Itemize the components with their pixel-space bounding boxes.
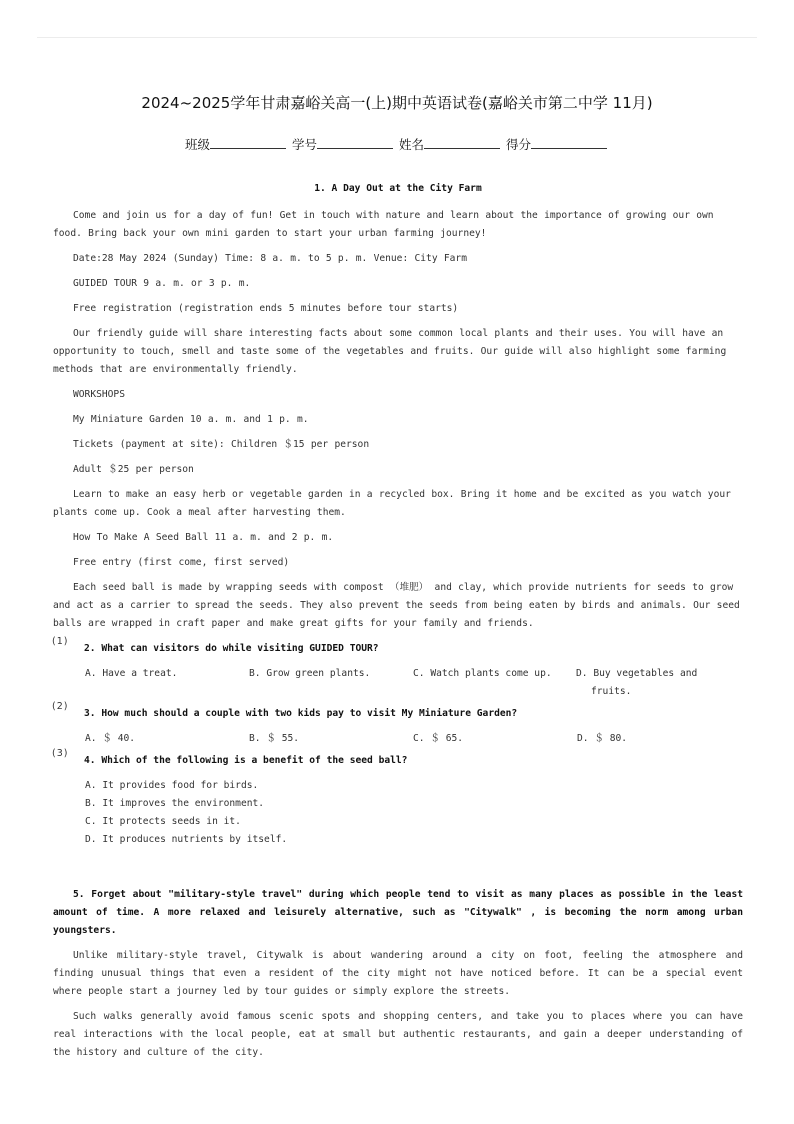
passage1-paragraph: Date:28 May 2024 (Sunday) Time: 8 a. m. to 5 p. m. Venue: City Farm	[73, 253, 467, 264]
passage1-paragraph: Each seed ball is made by wrapping seeds with compost （堆肥） and clay, which provide nutrients for seeds to grow and act as a carrier to spread the seeds. They also prevent the seeds from being eaten by birds and animals. Our seed balls are wrapped in craft paper and make great gifts for your family and friends.	[53, 582, 740, 629]
sub-question-text: 4. Which of the following is a benefit of the seed ball?	[84, 755, 408, 766]
passage1-paragraph: My Miniature Garden 10 a. m. and 1 p. m.	[73, 414, 309, 425]
sub-question-3	[52, 748, 743, 849]
sub-question-2	[52, 701, 743, 748]
name-blank[interactable]	[424, 138, 500, 149]
student-info-line	[0, 135, 794, 153]
passage1-paragraph: Free registration (registration ends 5 minutes before tour starts)	[73, 303, 459, 314]
option-d[interactable]: D. It produces nutrients by itself.	[85, 834, 288, 845]
sub-question-number: (1)	[52, 636, 69, 647]
option-d[interactable]: D. Buy vegetables and fruits.	[576, 668, 698, 697]
sub-question-number: (3)	[52, 748, 69, 759]
passage1-paragraph: WORKSHOPS	[73, 389, 125, 400]
student-number-blank[interactable]	[317, 138, 393, 149]
option-a[interactable]: A. Have a treat.	[85, 668, 178, 679]
sub-question-1	[52, 636, 743, 701]
passage2-lead: 5. Forget about "military-style travel" during which people tend to visit as many places as possible in the least amount of time. A more relaxed and leisurely alternative, such as "Citywalk" , is becoming the norm among urban youngsters.	[53, 889, 743, 936]
option-a[interactable]: A. It provides food for birds.	[85, 780, 259, 791]
exam-title: 2024~2025学年甘肃嘉峪关高一(上)期中英语试卷(嘉峪关市第二中学 11月)	[141, 94, 653, 112]
answer-options	[53, 730, 743, 748]
score-blank[interactable]	[531, 138, 607, 149]
option-c[interactable]: C. ＄ 65.	[413, 733, 464, 744]
class-blank[interactable]	[210, 138, 286, 149]
option-c[interactable]: C. It protects seeds in it.	[85, 816, 241, 827]
passage1-title: 1. A Day Out at the City Farm	[314, 183, 482, 194]
answer-options	[53, 665, 743, 701]
passage1-paragraph: Tickets (payment at site): Children ＄15 per person	[73, 439, 370, 450]
option-a[interactable]: A. ＄ 40.	[85, 733, 136, 744]
option-b[interactable]: B. ＄ 55.	[249, 733, 300, 744]
option-d[interactable]: D. ＄ 80.	[577, 733, 628, 744]
name-label: 姓名	[398, 137, 424, 152]
student-number-label: 学号	[291, 137, 317, 152]
passage1-paragraph: Our friendly guide will share interesting facts about some common local plants and their uses. You will have an opportunity to touch, smell and taste some of the vegetables and fruits. Our guide will also highlight some farming methods that are environmentally friendly.	[53, 328, 727, 375]
sub-question-text: 3. How much should a couple with two kids pay to visit My Miniature Garden?	[84, 708, 518, 719]
passage1-paragraph: How To Make A Seed Ball 11 a. m. and 2 p. m.	[73, 532, 334, 543]
page-top-divider	[37, 37, 757, 38]
option-b[interactable]: B. Grow green plants.	[249, 668, 371, 679]
class-label: 班级	[184, 137, 210, 152]
sub-question-text: 2. What can visitors do while visiting GUIDED TOUR?	[84, 643, 379, 654]
passage1-paragraph: GUIDED TOUR 9 a. m. or 3 p. m.	[73, 278, 251, 289]
passage2-paragraph: Unlike military-style travel, Citywalk is about wandering around a city on foot, feeling the atmosphere and finding unusual things that even a resident of the city might not have noticed before. It can be a special event where people start a journey led by tour guides or simply explore the streets.	[53, 950, 743, 997]
sub-question-number: (2)	[52, 701, 69, 712]
option-c[interactable]: C. Watch plants come up.	[413, 668, 552, 679]
score-label: 得分	[505, 137, 531, 152]
passage1-paragraph: Adult ＄25 per person	[73, 464, 194, 475]
option-b[interactable]: B. It improves the environment.	[85, 798, 265, 809]
passage1-paragraph: Free entry (first come, first served)	[73, 557, 290, 568]
exam-content	[53, 180, 743, 1069]
passage1-paragraph: Learn to make an easy herb or vegetable garden in a recycled box. Bring it home and be excited as you watch your plants come up. Cook a meal after harvesting them.	[53, 489, 731, 518]
passage1-paragraph: Come and join us for a day of fun! Get in touch with nature and learn about the importance of growing our own food. Bring back your own mini garden to start your urban farming journey!	[53, 210, 714, 239]
passage2-paragraph: Such walks generally avoid famous scenic spots and shopping centers, and take you to places where you can have real interactions with the local people, eat at small but authentic restaurants, and gain a deeper understanding of the history and culture of the city.	[53, 1011, 743, 1058]
answer-options	[53, 777, 743, 849]
